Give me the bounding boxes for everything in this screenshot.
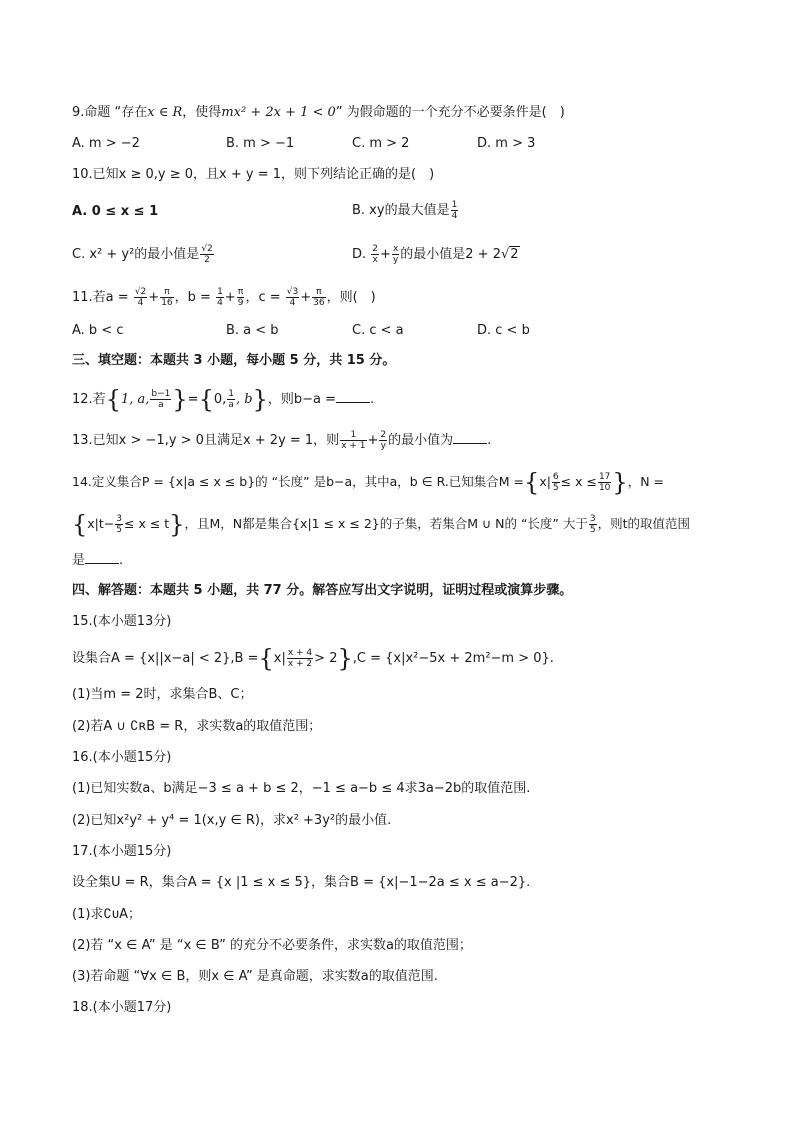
left-brace: { [258, 644, 274, 673]
q13-text-post: 的最小值为 [388, 433, 454, 448]
fraction [552, 472, 560, 493]
numerator: 1 [451, 200, 458, 210]
answer-blank[interactable] [453, 431, 487, 444]
denominator: y [392, 255, 399, 265]
equals-sign: = [187, 392, 199, 407]
left-brace: { [198, 385, 214, 414]
numerator: 3 [589, 514, 596, 524]
q14-set-n-mid: ≤ x ≤ t [124, 516, 170, 531]
numerator: π [237, 287, 244, 297]
answer-blank[interactable] [85, 551, 119, 564]
section-4-heading: 四、解答题：本题共 5 小题，共 77 分。解答应写出文字说明，证明过程或演算步骤。 [72, 583, 573, 598]
denominator: x + 2 [287, 659, 313, 669]
denominator: y [380, 441, 386, 451]
q11-option-d: D. c < b [477, 323, 530, 338]
question-15-header: 15.(本小题13分) [72, 614, 172, 629]
numerator: 3 [116, 514, 122, 524]
q15-set-b-post: > 2 [314, 651, 338, 666]
q9-text-c: ” 为假命题的一个充分不必要条件是( ) [335, 105, 565, 120]
fraction [598, 472, 611, 493]
plus-sign: + [224, 290, 236, 305]
fraction [340, 430, 366, 451]
question-15-part-1: (1)当m = 2时，求集合B、C； [72, 687, 253, 702]
question-15-stem [72, 644, 554, 673]
question-14-line-2 [72, 510, 691, 539]
denominator: 4 [289, 298, 296, 308]
question-17-part-2: (2)若 “x ∈ A” 是 “x ∈ B” 的充分不必要条件，求实数a的取值范围； [72, 938, 472, 953]
numerator: 2 [372, 244, 379, 254]
q12-end: . [370, 392, 375, 407]
question-17-part-1: (1)求∁ᴜA； [72, 907, 142, 922]
q11-option-a: A. b < c [72, 323, 124, 338]
q10-option-d-text: 的最小值是2 + 2 [400, 247, 501, 262]
denominator: 16 [161, 298, 173, 308]
fraction [379, 430, 387, 451]
question-12 [72, 385, 375, 414]
q10-option-d [352, 244, 520, 265]
q10-option-c-text: C. x² + y²的最小值是 [72, 247, 200, 262]
answer-blank[interactable] [336, 390, 370, 403]
q15-set-a: 设集合A = {x||x−a| < 2},B = [72, 651, 259, 666]
fraction [160, 287, 173, 308]
q14-set-m-pre: x| [539, 474, 551, 489]
question-16-part-1: (1)已知实数a、b满足−3 ≤ a + b ≤ 2，−1 ≤ a−b ≤ 4求3a−2b的取值范围. [72, 781, 531, 796]
question-9-stem [72, 104, 565, 122]
fraction [371, 244, 379, 265]
denominator: 10 [598, 483, 611, 493]
fraction [134, 287, 147, 308]
question-16-part-2: (2)已知x²y² + y⁴ = 1(x,y ∈ R)，求x² +3y²的最小值. [72, 813, 392, 828]
denominator: x [372, 255, 378, 265]
q14-text-2-end: ，则t的取值范围 [597, 516, 691, 531]
denominator: 4 [217, 298, 223, 308]
q11-option-b: B. a < b [226, 323, 279, 338]
right-brace: } [252, 385, 268, 414]
denominator: 5 [116, 525, 122, 535]
radicand: 2 [510, 247, 519, 262]
denominator: 5 [552, 483, 559, 493]
denominator: x + 1 [341, 441, 366, 451]
question-15-part-2: (2)若A ∪ ∁ʀB = R，求实数a的取值范围； [72, 719, 322, 734]
q11-text-post: ，则( ) [326, 290, 376, 305]
denominator: a [158, 400, 164, 410]
question-16-header: 16.(本小题15分) [72, 750, 172, 765]
q9-option-a: A. m > −2 [72, 136, 140, 151]
right-brace: } [337, 644, 353, 673]
numerator: 6 [552, 472, 559, 482]
denominator: 5 [589, 525, 596, 535]
numerator: b−1 [151, 389, 171, 399]
fraction [115, 514, 123, 535]
q9-text-a: 9.命题 “存在 [72, 105, 148, 120]
q9-option-c: C. m > 2 [352, 136, 410, 151]
left-brace: { [72, 510, 88, 539]
q14-text-1: 14.定义集合P = {x|a ≤ x ≤ b}的 “长度” 是b−a，其中a，b ∈ R.已知集合M = [72, 474, 525, 489]
q12-set1: 1, a, [120, 392, 150, 407]
numerator: π [312, 287, 325, 298]
q15-set-c: ,C = {x|x²−5x + 2m²−m > 0}. [352, 651, 554, 666]
right-brace: } [169, 510, 185, 539]
denominator: 4 [451, 211, 458, 221]
q14-text-3: 是 [72, 553, 86, 568]
denominator: 2 [204, 255, 210, 265]
numerator: 2 [380, 430, 387, 440]
fraction [312, 287, 325, 308]
fraction [216, 287, 224, 308]
numerator: 17 [598, 472, 611, 482]
question-18-header: 18.(本小题17分) [72, 1000, 172, 1015]
question-14-line-1 [72, 468, 664, 497]
q12-set2a: 0, [213, 392, 227, 407]
denominator: 9 [237, 298, 244, 308]
q14-set-m-mid: ≤ x ≤ [560, 474, 597, 489]
fraction [392, 244, 399, 265]
denominator: 4 [137, 298, 144, 308]
q10-option-a: A. 0 ≤ x ≤ 1 [72, 204, 159, 219]
plus-sign: + [300, 290, 312, 305]
q14-text-2: ，且M，N都是集合{x|1 ≤ x ≤ 2}的子集，若集合M ∪ N的 “长度” 大于 [184, 516, 588, 531]
q14-set-n-pre: x|t− [87, 516, 115, 531]
q9-text-b: ，使得 [182, 105, 222, 120]
radical-sign: √ [500, 247, 510, 262]
q14-end: . [119, 553, 124, 568]
numerator: π [160, 287, 173, 298]
q10-option-b [352, 200, 459, 221]
fraction [451, 200, 459, 221]
q11-option-c: C. c < a [352, 323, 404, 338]
q9-option-b: B. m > −1 [226, 136, 295, 151]
q12-text-pre: 12.若 [72, 392, 106, 407]
q11-text-pre: 11.若a = [72, 290, 129, 305]
numerator: 1 [228, 389, 234, 399]
fraction [227, 389, 235, 410]
question-17-stem: 设全集U = R，集合A = {x |1 ≤ x ≤ 5}，集合B = {x|−1−2a ≤ x ≤ a−2}. [72, 875, 531, 890]
question-17-header: 17.(本小题15分) [72, 844, 172, 859]
fraction [286, 287, 299, 308]
left-brace: { [524, 468, 540, 497]
fraction [150, 389, 171, 410]
q13-end: . [487, 433, 492, 448]
question-14-line-3 [72, 551, 123, 570]
q10-option-d-label: D. [352, 247, 367, 262]
numerator: √3 [286, 287, 299, 297]
q15-set-b-pre: x| [273, 651, 286, 666]
q12-text-post: ，则b−a = [267, 392, 336, 407]
denominator: 36 [313, 298, 325, 308]
numerator: x + 4 [287, 648, 313, 658]
numerator: 1 [217, 287, 223, 297]
q10-option-b-text: B. xy的最大值是 [352, 203, 450, 218]
fraction [237, 287, 245, 308]
question-17-part-3: (3)若命题 “∀x ∈ B，则x ∈ A” 是真命题，求实数a的取值范围. [72, 969, 438, 984]
fraction [287, 648, 313, 669]
numerator: √2 [201, 244, 213, 254]
q11-text-mid1: ，b = [174, 290, 211, 305]
left-brace: { [105, 385, 121, 414]
plus-sign: + [148, 290, 160, 305]
question-10-stem: 10.已知x ≥ 0,y ≥ 0，且x + y = 1，则下列结论正确的是( ) [72, 167, 435, 182]
numerator: 1 [340, 430, 366, 441]
section-3-heading: 三、填空题：本题共 3 小题，每小题 5 分，共 15 分。 [72, 353, 396, 368]
q12-set2b: , b [235, 392, 253, 407]
fraction [200, 244, 213, 265]
denominator: a [228, 400, 234, 410]
q9-math-1: x ∈ R [147, 105, 183, 120]
q9-math-2: mx² + 2x + 1 < 0 [221, 105, 336, 120]
numerator: x [392, 244, 399, 254]
numerator: √2 [134, 287, 147, 297]
q9-option-d: D. m > 3 [477, 136, 536, 151]
question-13 [72, 430, 491, 451]
plus-sign: + [367, 433, 379, 448]
right-brace: } [612, 468, 628, 497]
right-brace: } [172, 385, 188, 414]
q13-text-pre: 13.已知x > −1,y > 0且满足x + 2y = 1，则 [72, 433, 340, 448]
question-11-stem [72, 287, 376, 308]
q14-text-1-post: ，N = [627, 474, 664, 489]
q11-text-mid2: ，c = [245, 290, 281, 305]
fraction [589, 514, 597, 535]
plus-sign: + [380, 247, 391, 262]
q10-option-c [72, 244, 215, 265]
